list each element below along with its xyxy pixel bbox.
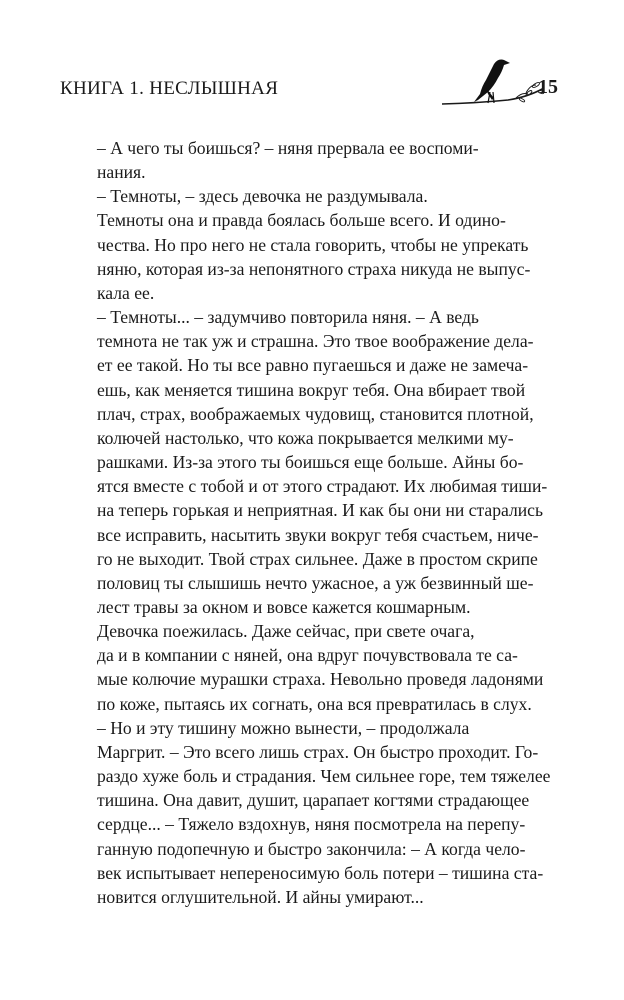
text-line: – Но и эту тишину можно вынести, – продолжала (97, 717, 470, 738)
text-line: колючей настолько, что кожа покрывается мелкими му- (97, 427, 514, 448)
text-line: по коже, пытаясь их согнать, она вся превратилась в слух. (97, 693, 532, 714)
text-line: все исправить, насытить звуки вокруг тебя счастьем, ниче- (97, 524, 539, 545)
paragraph (60, 136, 566, 184)
text-line: ганную подопечную и быстро закончила: – А когда чело- (97, 838, 526, 859)
text-line: тишина. Она давит, душит, царапает когтями страдающее (97, 790, 530, 811)
text-line: век испытывает непереносимую боль потери – тишина ста- (97, 862, 544, 883)
text-line: – А чего ты боишься? – няня прервала ее воспоми- (97, 138, 479, 158)
text-line: ятся вместе с тобой и от этого страдают. Их любимая тиши- (97, 476, 548, 497)
raven-on-branch-icon (438, 42, 548, 122)
text-line: темнота не так уж и страшна. Это твое воображение дела- (97, 331, 534, 352)
text-line: чества. Но про него не стала говорить, чтобы не упрекать (97, 234, 529, 255)
text-line: раздо хуже боль и страдания. Чем сильнее горе, тем тяжелее (97, 766, 551, 787)
body-text (60, 136, 566, 909)
text-line: няню, которая из-за непонятного страха никуда не выпус- (97, 258, 531, 279)
text-line: рашками. Из-за этого ты боишься еще больше. Айны бо- (97, 452, 524, 473)
paragraph (60, 184, 566, 208)
text-line: мые колючие мурашки страха. Невольно проведя ладонями (97, 669, 544, 690)
text-line: ет ее такой. Но ты все равно пугаешься и даже не замеча- (97, 355, 529, 376)
page-number: 15 (538, 76, 558, 98)
text-line: – Темноты, – здесь девочка не раздумывала. (97, 186, 428, 207)
running-head (60, 70, 560, 115)
text-line: го не выходит. Твой страх сильнее. Даже в простом скрипе (97, 548, 538, 569)
text-line: – Темноты... – задумчиво повторила няня. – А ведь (97, 307, 479, 328)
text-line: кала ее. (97, 282, 155, 303)
text-line: Девочка поежилась. Даже сейчас, при свете очага, (97, 621, 475, 642)
text-line: ешь, как меняется тишина вокруг тебя. Она вбирает твой (97, 379, 526, 400)
text-line: на теперь горькая и неприятная. И как бы они ни старались (97, 500, 543, 521)
paragraph (60, 305, 566, 619)
paragraph (60, 208, 566, 305)
text-line: плач, страх, воображаемых чудовищ, становится плотной, (97, 403, 534, 424)
paragraph (60, 619, 566, 716)
text-line: половиц ты слышишь нечто ужасное, а уж безвинный ше- (97, 572, 534, 593)
text-line: да и в компании с няней, она вдруг почувствовала те са- (97, 645, 518, 666)
paragraph (60, 716, 566, 909)
text-line: лест травы за окном и вовсе кажется кошмарным. (97, 596, 471, 617)
book-title: КНИГА 1. НЕСЛЫШНАЯ (60, 78, 279, 99)
text-line: новится оглушительной. И айны умирают... (97, 886, 424, 907)
text-line: нания. (97, 162, 146, 183)
text-line: Маргрит. – Это всего лишь страх. Он быстро проходит. Го- (97, 741, 539, 762)
text-line: Темноты она и правда боялась больше всего. И одино- (97, 210, 506, 231)
text-line: сердце... – Тяжело вздохнув, няня посмотрела на перепу- (97, 814, 526, 835)
